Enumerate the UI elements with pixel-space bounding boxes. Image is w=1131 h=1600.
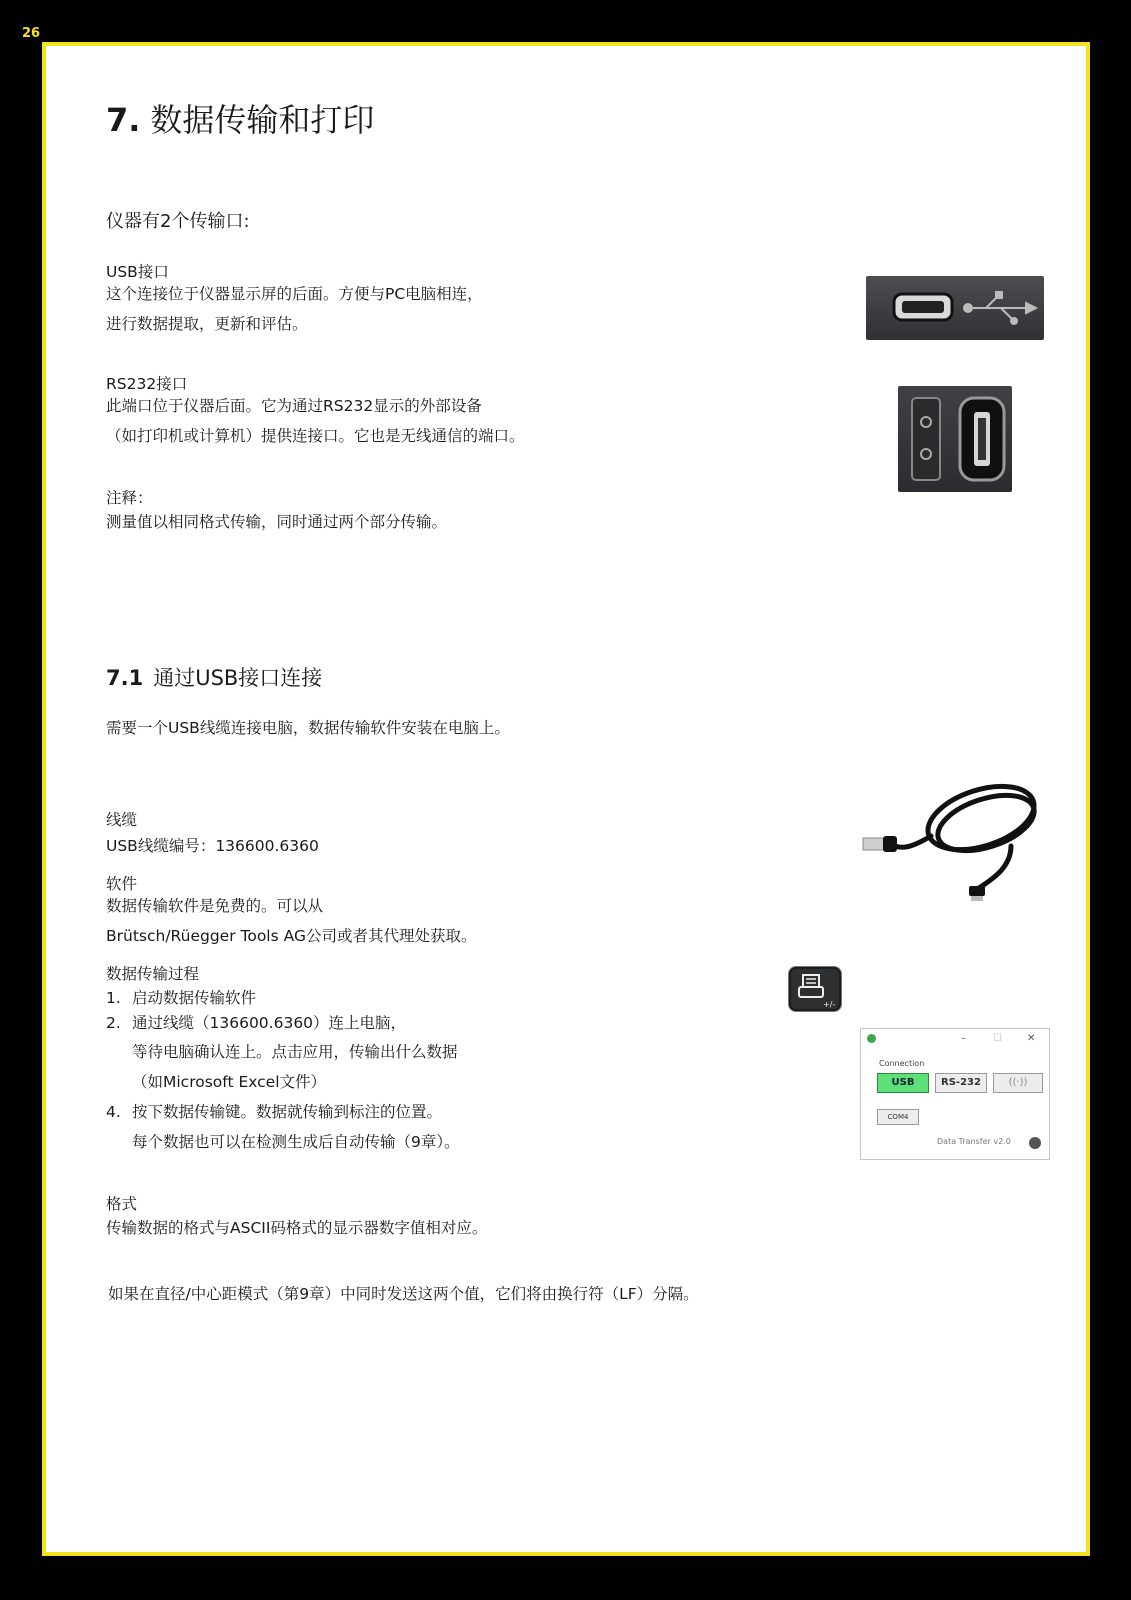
step-number: 4. [106,1103,121,1121]
usb-line-2: 进行数据提取，更新和评估。 [106,315,308,333]
process-step-2 [106,1013,406,1033]
usb-connection-button[interactable]: USB [877,1073,929,1093]
svg-text:+/-: +/- [823,1000,836,1009]
rs232-port-photo [898,386,1012,492]
process-step-1 [106,988,256,1008]
chapter-title: 数据传输和打印 [150,101,375,139]
chapter-number: 7. [106,101,141,139]
process-step-2-line-3: （如Microsoft Excel文件） [132,1073,327,1091]
minimize-icon[interactable]: – [961,1033,966,1044]
rs232-connection-button[interactable]: RS-232 [935,1073,987,1093]
format-title: 格式 [106,1195,138,1213]
process-step-4 [106,1102,442,1122]
step-text: 启动数据传输软件 [132,989,257,1007]
cable-text: USB线缆编号：136600.6360 [106,837,319,855]
data-transfer-window [860,1028,1050,1160]
note-title: 注释： [106,489,153,507]
step-number: 1. [106,989,121,1007]
rs232-connector-icon [898,386,1012,492]
version-label: Data Transfer v2.0 [937,1137,1011,1146]
step-text: 通过线缆（136600.6360）连上电脑， [132,1014,407,1032]
close-icon[interactable]: ✕ [1027,1033,1036,1044]
process-step-4-line-2: 每个数据也可以在检测生成后自动传输（9章）。 [132,1133,460,1151]
usb-cable-icon [861,768,1051,908]
usb-symbol-icon [866,276,1044,340]
usb-line-1: 这个连接位于仪器显示屏的后面。方便与PC电脑相连， [106,285,483,303]
intro-text: 仪器有2个传输口: [106,211,250,232]
section-heading [106,664,322,692]
footer-note: 如果在直径/中心距模式（第9章）中同时发送这两个值，它们将由换行符（LF）分隔。 [108,1285,699,1303]
software-line-2: Brütsch/Rüegger Tools AG公司或者其代理处获取。 [106,927,477,945]
usb-cable-photo [861,768,1051,908]
process-step-2-line-2: 等待电脑确认连上。点击应用，传输出什么数据 [132,1043,458,1061]
page-number: 26 [22,26,41,41]
status-indicator-icon [1029,1137,1041,1149]
rs232-line-2: （如打印机或计算机）提供连接口。它也是无线通信的端口。 [106,427,525,445]
data-transfer-key-icon [788,966,842,1012]
step-text: 按下数据传输键。数据就传输到标注的位置。 [132,1103,443,1121]
maximize-icon[interactable]: ☐ [993,1033,1002,1044]
usb-port-photo [866,276,1044,340]
process-title: 数据传输过程 [106,965,200,983]
cable-title: 线缆 [106,811,138,829]
note-text: 测量值以相同格式传输，同时通过两个部分传输。 [106,513,448,531]
document-page [42,42,1090,1556]
usb-title: USB接口 [106,263,169,281]
software-line-1: 数据传输软件是免费的。可以从 [106,897,324,915]
chapter-heading [106,100,374,140]
section-intro: 需要一个USB线缆连接电脑，数据传输软件安装在电脑上。 [106,719,510,737]
window-titlebar [861,1029,1049,1051]
com-port-button[interactable]: COM4 [877,1109,919,1125]
software-title: 软件 [106,875,138,893]
app-icon [867,1034,876,1043]
step-number: 2. [106,1014,121,1032]
wireless-connection-button[interactable]: ((·)) [993,1073,1043,1093]
rs232-title: RS232接口 [106,375,188,393]
format-text: 传输数据的格式与ASCII码格式的显示器数字值相对应。 [106,1219,488,1237]
section-title: 通过USB接口连接 [153,666,323,690]
section-number: 7.1 [106,666,144,690]
connection-label: Connection [879,1059,925,1068]
rs232-line-1: 此端口位于仪器后面。它为通过RS232显示的外部设备 [106,397,482,415]
